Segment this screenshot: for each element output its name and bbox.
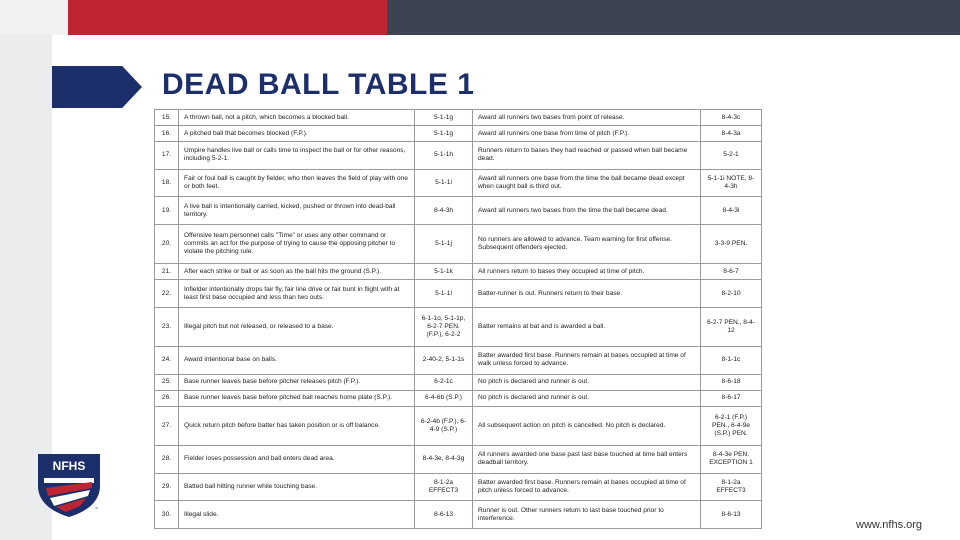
cell-num: 26. [155,390,179,406]
cell-num: 23. [155,307,179,346]
table-row [155,390,762,406]
table-row [155,264,762,280]
cell-ref2: 8-4-3e PEN. EXCEPTION 1 [701,446,762,474]
cell-situation: Umpire handles live ball or calls time to inspect the ball or for other reasons, including 5-2-1. [179,142,415,170]
cell-result: Batter-runner is out. Runners return to their base. [473,280,701,308]
cell-situation: After each strike or ball or as soon as the ball hits the ground (S.P.). [179,264,415,280]
cell-situation: Infielder intentionally drops fair fly, fair line drive or fair bunt in flight with at least first base occupied and less than two outs. [179,280,415,308]
cell-ref2: 8-6-7 [701,264,762,280]
cell-ref2: 3-3-9 PEN. [701,224,762,263]
cell-ref: 5-1-1k [415,264,473,280]
cell-ref2: 8-4-3i [701,197,762,225]
cell-result: No runners are allowed to advance. Team warning for first offense. Subsequent offenders ejected. [473,224,701,263]
cell-num: 16. [155,126,179,142]
cell-ref: 6-1-1o, 5-1-1p, 6-2-7 PEN. (F.P.), 6-2-2 [415,307,473,346]
title-chevron-accent [52,66,142,108]
cell-situation: Fielder loses possession and ball enters dead area. [179,446,415,474]
dead-ball-table [154,109,762,529]
table-row [155,142,762,170]
cell-ref2: 5-1-1i NOTE, 8-4-3h [701,169,762,197]
cell-ref2: 6-2-7 PEN., 8-4-12 [701,307,762,346]
cell-situation: A thrown ball, not a pitch, which becomes a blocked ball. [179,110,415,126]
cell-ref2: 8-6-18 [701,374,762,390]
cell-ref: 5-1-1i [415,169,473,197]
cell-num: 28. [155,446,179,474]
cell-num: 17. [155,142,179,170]
cell-ref: 8-4-3e, 8-4-3g [415,446,473,474]
table-row [155,197,762,225]
table-row [155,280,762,308]
cell-num: 30. [155,501,179,529]
cell-ref2: 8-4-3c [701,110,762,126]
cell-result: Award all runners one base from the time the ball became dead except when caught ball is third out. [473,169,701,197]
cell-situation: Illegal pitch but not released, or released to a base. [179,307,415,346]
cell-situation: Batted ball hitting runner while touching base. [179,473,415,501]
cell-ref: 8-4-3h [415,197,473,225]
cell-situation: Fair or foul ball is caught by fielder, who then leaves the field of play with one or both feet. [179,169,415,197]
cell-situation: Illegal slide. [179,501,415,529]
cell-num: 18. [155,169,179,197]
logo-trademark: ™ [94,506,98,511]
logo-text: NFHS [52,459,86,473]
cell-situation: Offensive team personnel calls "Time" or uses any other command or commits an act for the purpose of trying to cause the opposing pitcher to violate the pitching rule. [179,224,415,263]
table-row [155,347,762,375]
cell-ref: 5-1-1g [415,126,473,142]
cell-result: Award all runners two bases from the time the ball became dead. [473,197,701,225]
cell-situation: Base runner leaves base before pitcher releases pitch (F.P.). [179,374,415,390]
cell-ref2: 8-1-1c [701,347,762,375]
table-row [155,473,762,501]
cell-ref2: 5-2-1 [701,142,762,170]
dead-ball-table-container [154,109,761,529]
cell-num: 25. [155,374,179,390]
cell-ref: 5-1-1l [415,280,473,308]
cell-ref2: 8-1-2a EFFECT3 [701,473,762,501]
cell-result: Runners return to bases they had reached or passed when ball became dead. [473,142,701,170]
cell-num: 24. [155,347,179,375]
cell-situation: Award intentional base on balls. [179,347,415,375]
cell-result: All subsequent action on pitch is cancelled. No pitch is declared. [473,406,701,445]
cell-result: Runner is out. Other runners return to last base touched prior to interference. [473,501,701,529]
cell-result: Batter awarded first base. Runners remain at bases occupied at time of pitch unless forced to advance. [473,473,701,501]
cell-result: All runners return to bases they occupied at time of pitch. [473,264,701,280]
top-bar-light [0,0,68,35]
cell-num: 29. [155,473,179,501]
cell-num: 19. [155,197,179,225]
cell-ref: 5-1-1h [415,142,473,170]
cell-ref2: 8-4-3a [701,126,762,142]
cell-num: 15. [155,110,179,126]
table-row [155,224,762,263]
cell-ref: 6-2-1c [415,374,473,390]
cell-ref2: 8-6-13 [701,501,762,529]
cell-num: 21. [155,264,179,280]
table-row [155,446,762,474]
top-bar-red [68,0,387,35]
table-row [155,374,762,390]
cell-ref2: 6-2-1 (F.P.) PEN., 6-4-9e (S.P.) PEN. [701,406,762,445]
cell-num: 22. [155,280,179,308]
cell-num: 20. [155,224,179,263]
cell-ref: 5-1-1j [415,224,473,263]
cell-situation: Quick return pitch before batter has taken position or is off balance. [179,406,415,445]
table-row [155,406,762,445]
cell-ref: 8-1-2a EFFECT3 [415,473,473,501]
cell-ref: 6-2-4b (F.P.), 6-4-9 (S.P.) [415,406,473,445]
cell-situation: A pitched ball that becomes blocked (F.P.). [179,126,415,142]
cell-situation: A live ball is intentionally carried, kicked, pushed or thrown into dead-ball territory. [179,197,415,225]
cell-result: No pitch is declared and runner is out. [473,390,701,406]
cell-ref: 8-6-13 [415,501,473,529]
footer-url[interactable]: www.nfhs.org [856,519,923,531]
table-row [155,126,762,142]
cell-ref: 5-1-1g [415,110,473,126]
nfhs-logo [36,452,102,518]
cell-result: Batter remains at bat and is awarded a ball. [473,307,701,346]
cell-situation: Base runner leaves base before pitched ball reaches home plate (S.P.). [179,390,415,406]
slide-title: DEAD BALL TABLE 1 [162,68,475,101]
cell-result: Award all runners two bases from point of release. [473,110,701,126]
cell-ref2: 8-2-10 [701,280,762,308]
table-row [155,110,762,126]
table-body [155,110,762,529]
cell-result: Award all runners one base from time of pitch (F.P.). [473,126,701,142]
table-row [155,169,762,197]
cell-num: 27. [155,406,179,445]
cell-ref: 2-40-2, 5-1-1s [415,347,473,375]
cell-result: Batter awarded first base. Runners remain at bases occupied at time of walk unless forced to advance. [473,347,701,375]
cell-result: All runners awarded one base past last base touched at time ball enters deadball territory. [473,446,701,474]
cell-result: No pitch is declared and runner is out. [473,374,701,390]
top-bar-dark [387,0,960,35]
table-row [155,307,762,346]
cell-ref: 6-4-6b (S.P.) [415,390,473,406]
table-row [155,501,762,529]
cell-ref2: 8-6-17 [701,390,762,406]
